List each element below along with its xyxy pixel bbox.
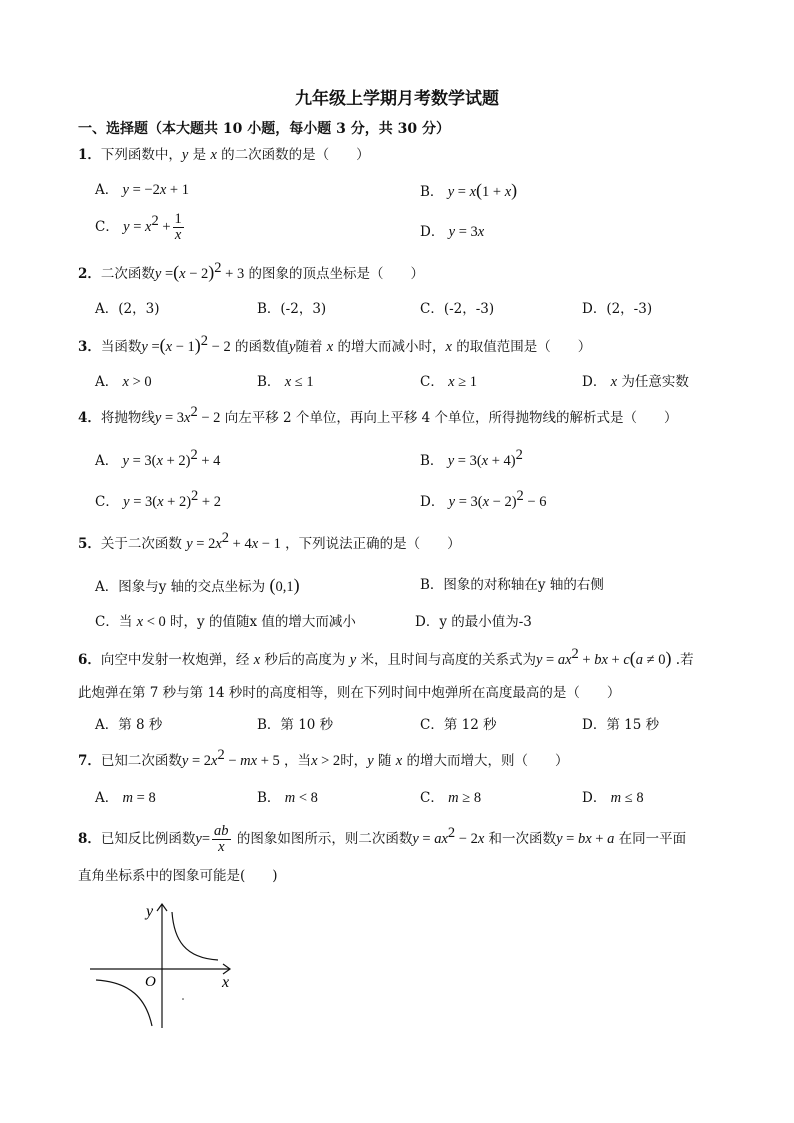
option-label: B．: [257, 374, 281, 390]
formula: x < 0: [136, 614, 166, 630]
option-3d[interactable]: [582, 372, 689, 392]
question-number: 4．: [78, 410, 101, 426]
option-3c[interactable]: [420, 372, 477, 392]
question-text: 随着: [295, 339, 327, 355]
y-axis-label: y: [146, 903, 154, 920]
formula: y = 3x: [448, 224, 485, 240]
question-text: 和一次函数: [484, 831, 557, 847]
option-label: B．: [257, 790, 281, 806]
option-1b[interactable]: [420, 180, 517, 202]
question-text: 的函数值: [230, 339, 290, 355]
page-title: 九年级上学期月考数学试题: [295, 89, 499, 109]
option-2c[interactable]: C．(-2，-3): [420, 301, 495, 317]
option-label: A．: [95, 453, 119, 469]
question-number: 8．: [78, 831, 101, 847]
formula: $y =(x - 1)^2 - 2$: [141, 333, 231, 355]
hyperbola-branch-lower: [96, 980, 152, 1026]
option-label: D．: [420, 224, 445, 240]
formula: $y = 3(x - 2)^2 - 6$: [448, 488, 547, 510]
question-text: 将抛物线: [100, 410, 155, 426]
question-8: [78, 824, 686, 855]
question-text: 的增大而增大，则（ ）: [402, 753, 569, 769]
question-text: 已知二次函数: [100, 753, 182, 769]
question-8-line2: 直角坐标系中的图象可能是( ): [78, 868, 278, 884]
question-number: 6．: [78, 652, 101, 668]
formula: m ≥ 8: [448, 790, 482, 806]
formula: $y = 3(x + 4)^2$: [447, 447, 523, 469]
option-text: C．当: [95, 614, 137, 630]
math-var: y: [181, 147, 189, 163]
option-label: C．: [95, 219, 119, 235]
hyperbola-figure: [90, 898, 240, 1033]
origin-label: O: [145, 974, 156, 990]
question-text: 的取值范围是（ ）: [451, 339, 592, 355]
question-text: .若: [671, 652, 694, 668]
question-number: 3．: [78, 339, 101, 355]
question-text: 在同一平面: [614, 831, 687, 847]
question-7: [78, 747, 569, 771]
question-text: 的图象的顶点坐标是（ ）: [244, 266, 425, 282]
math-var: x: [610, 374, 618, 390]
question-1: [78, 145, 370, 165]
formula: $y = 2x^2 + 4x - 1$: [186, 530, 281, 552]
formula: x ≤ 1: [284, 374, 314, 390]
option-5a[interactable]: [95, 575, 300, 597]
math-var: x: [210, 147, 217, 163]
x-axis-label: x: [222, 974, 230, 991]
question-text: 下列函数中，: [100, 147, 182, 163]
question-text: 随: [373, 753, 396, 769]
option-4b[interactable]: [420, 447, 523, 471]
formula: $y = 2x^2$ − mx + 5: [181, 747, 280, 769]
option-label: C．: [95, 494, 119, 510]
question-text: 关于二次函数: [100, 536, 187, 552]
formula: y=: [195, 831, 211, 847]
option-6c[interactable]: C．第 12 秒: [420, 717, 497, 733]
option-text: A．图象与y 轴的交点坐标为: [95, 579, 270, 595]
question-text: 的增大而减小时，: [333, 339, 446, 355]
question-text: 二次函数: [100, 266, 155, 282]
question-text: ，当: [279, 753, 312, 769]
formula: y = −2x + 1: [122, 182, 189, 198]
dot-mark: [182, 998, 184, 1000]
option-1d[interactable]: [420, 222, 484, 242]
option-text: 时，y 的值随x 值的增大而减小: [165, 614, 356, 630]
option-label: D．: [582, 790, 607, 806]
option-1a[interactable]: [95, 180, 189, 200]
option-7b[interactable]: [257, 788, 318, 808]
option-5b[interactable]: B．图象的对称轴在y 轴的右侧: [420, 577, 604, 593]
formula: (0,1): [269, 575, 300, 595]
question-text: ，下列说法正确的是（ ）: [280, 536, 461, 552]
option-label: B．: [420, 453, 444, 469]
question-text: 已知反比例函数: [100, 831, 196, 847]
question-text: 米，且时间与高度的关系式为: [356, 652, 536, 668]
option-4c[interactable]: [95, 488, 221, 512]
option-7d[interactable]: [582, 788, 644, 808]
option-label: B．: [420, 184, 444, 200]
option-2d[interactable]: D．(2，-3): [582, 301, 653, 317]
math-var: x: [395, 753, 403, 769]
question-text: 时，: [340, 753, 368, 769]
formula: $y = 3(x + 2)^2 + 2$: [123, 488, 221, 510]
question-number: 1．: [78, 147, 101, 163]
formula: $y = 3(x + 2)^2 + 4$: [122, 447, 221, 469]
section-heading: 一、选择题（本大题共 10 小题，每小题 3 分，共 30 分）: [78, 121, 450, 137]
question-number: 5．: [78, 536, 101, 552]
option-1c[interactable]: [95, 212, 186, 243]
formula: x > 2: [311, 753, 341, 769]
question-5: [78, 530, 461, 554]
formula: $y = x^2$ +: [123, 213, 171, 235]
option-label: D．: [420, 494, 445, 510]
formula: $y = ax^2 - 2x$: [412, 825, 485, 847]
formula: m < 8: [284, 790, 318, 806]
option-label: D．: [582, 374, 607, 390]
option-label: A．: [95, 790, 119, 806]
question-6-line2: 此炮弹在第 7 秒与第 14 秒时的高度相等，则在下列时间中炮弹所在高度最高的是（ ）: [78, 685, 621, 701]
option-text: 为任意实数: [617, 374, 689, 390]
formula: x > 0: [122, 374, 152, 390]
math-var: x: [253, 652, 261, 668]
math-var: y: [367, 753, 374, 769]
option-5d[interactable]: D．y 的最小值为-3: [415, 614, 532, 630]
hyperbola-branch-upper: [172, 912, 218, 960]
question-text: 是: [188, 147, 211, 163]
formula: y = bx + a: [556, 831, 615, 847]
question-3: [78, 335, 591, 357]
option-label: C．: [420, 374, 444, 390]
option-label: A．: [95, 182, 119, 198]
question-4: [78, 404, 678, 428]
formula: x ≥ 1: [448, 374, 478, 390]
math-var: y: [349, 652, 357, 668]
option-label: A．: [95, 374, 119, 390]
math-var: x: [445, 339, 452, 355]
formula: m = 8: [122, 790, 156, 806]
option-4d[interactable]: [420, 488, 547, 512]
formula: $y = ax^2$ + bx + c(a ≠ 0): [535, 646, 672, 668]
fraction: $\frac{ab}{x}$: [214, 823, 229, 855]
question-text: 向左平移 2 个单位，再向上平移 4 个单位，所得抛物线的解析式是（ ）: [220, 410, 678, 426]
formula: y = x(1 + x): [447, 180, 518, 200]
formula: m ≤ 8: [610, 790, 644, 806]
formula: $y = 3x^2 - 2$: [154, 404, 221, 426]
question-text: 的二次函数的是（ ）: [216, 147, 370, 163]
question-text: 当函数: [100, 339, 142, 355]
option-6d[interactable]: D．第 15 秒: [582, 717, 660, 733]
question-text: 的图象如图所示，则二次函数: [232, 831, 413, 847]
option-3a[interactable]: [95, 372, 152, 392]
question-6: [78, 648, 694, 670]
question-text: 向空中发射一枚炮弹，经: [100, 652, 254, 668]
option-7a[interactable]: [95, 788, 156, 808]
option-label: C．: [420, 790, 444, 806]
option-3b[interactable]: [257, 372, 314, 392]
question-2: [78, 262, 424, 284]
fraction: $\frac{1}{x}$: [174, 211, 182, 243]
option-2b[interactable]: B．(-2，3): [257, 301, 327, 317]
option-4a[interactable]: [95, 447, 221, 471]
option-7c[interactable]: [420, 788, 481, 808]
option-5c[interactable]: [95, 612, 356, 632]
option-6b[interactable]: B．第 10 秒: [257, 717, 334, 733]
math-var: x: [326, 339, 334, 355]
option-2a[interactable]: A．(2，3): [95, 301, 160, 317]
question-number: 2．: [78, 266, 101, 282]
math-var: y: [289, 339, 296, 355]
question-number: 7．: [78, 753, 101, 769]
option-6a[interactable]: A．第 8 秒: [95, 717, 163, 733]
question-text: 秒后的高度为: [260, 652, 350, 668]
formula: $y =(x - 2)^2 + 3$: [154, 260, 245, 282]
